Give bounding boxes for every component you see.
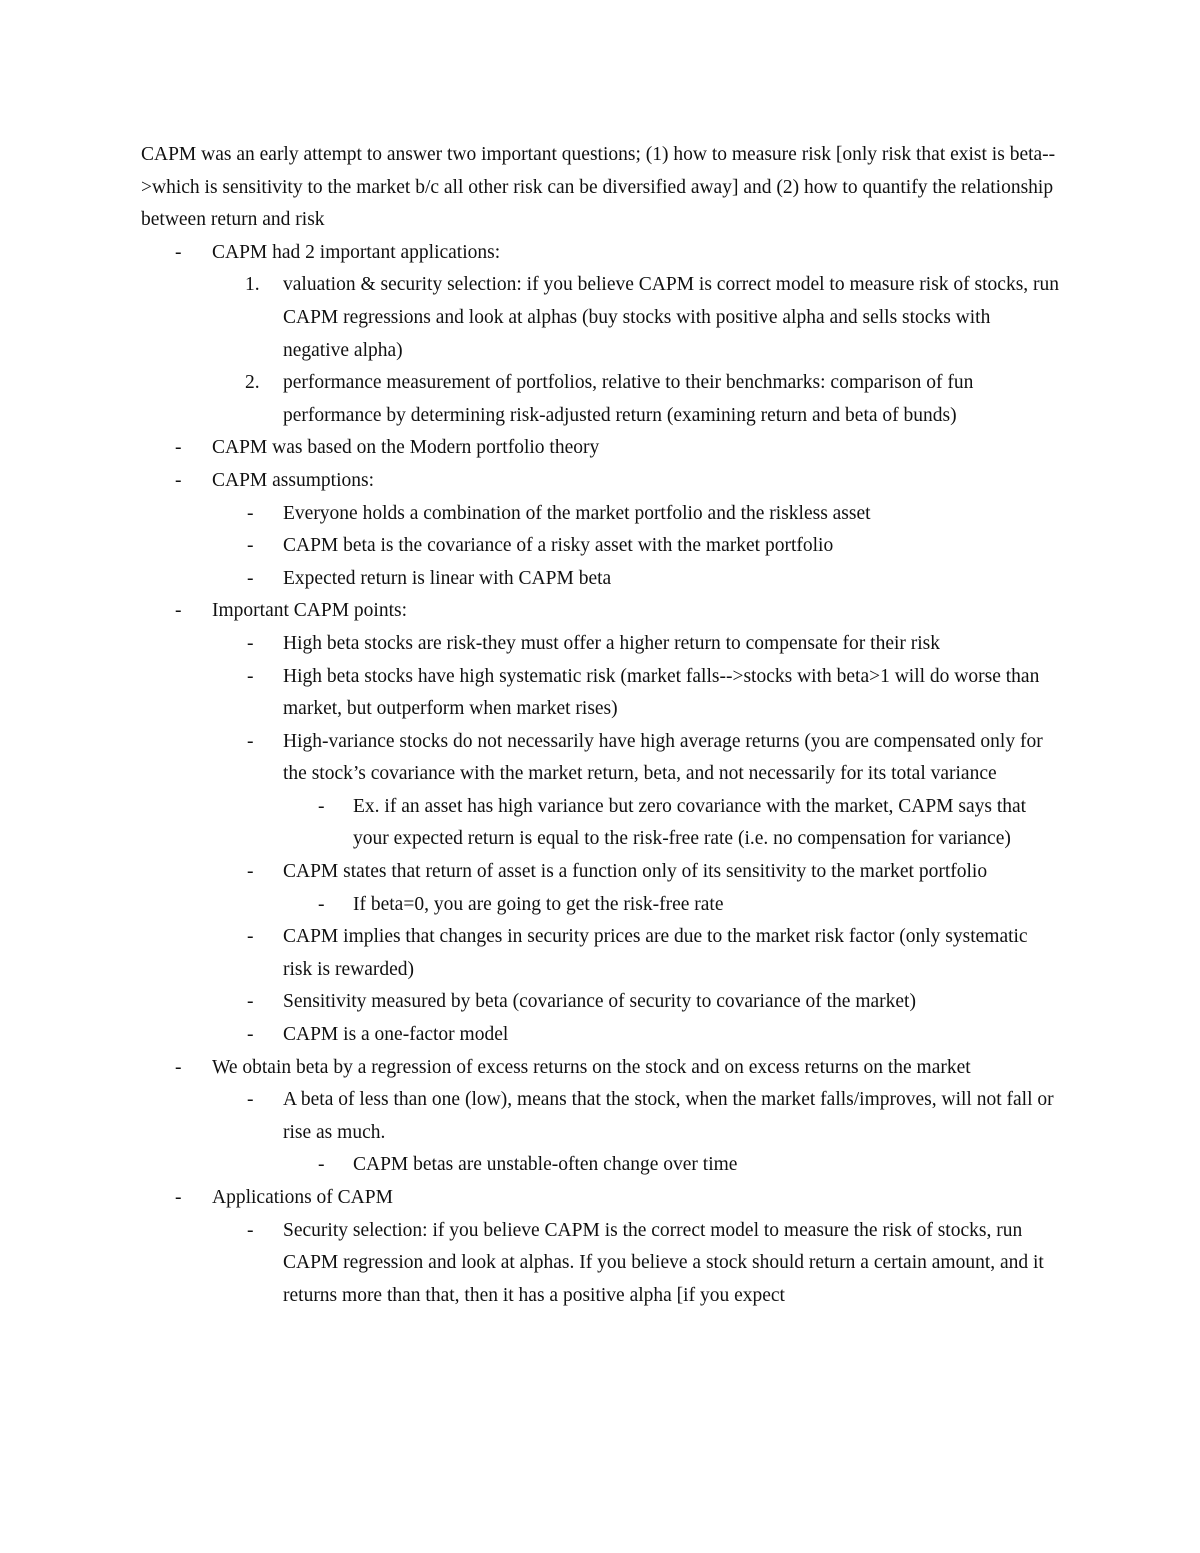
list-item [141, 628, 1061, 661]
bullet-marker: - [247, 567, 254, 589]
bullet-marker: - [247, 535, 254, 557]
list-item [141, 856, 1061, 889]
bullet-marker: - [318, 795, 325, 817]
list-item [141, 1182, 1061, 1215]
list-item-text: We obtain beta by a regression of excess returns on the stock and on excess returns on the market [212, 1056, 971, 1078]
bullet-marker: - [318, 1154, 325, 1176]
list-item [141, 530, 1061, 563]
list-item [141, 563, 1061, 596]
list-item-text: performance measurement of portfolios, relative to their benchmarks: comparison of fun performance by determining risk-adjusted return (examining return and beta of bunds) [283, 372, 974, 426]
bullet-marker: - [175, 469, 182, 491]
list-item-text: CAPM states that return of asset is a function only of its sensitivity to the market portfolio [283, 861, 988, 883]
bullet-marker: - [247, 1089, 254, 1111]
number-marker: 1. [245, 274, 260, 296]
bullet-marker: - [175, 437, 182, 459]
bullet-marker: - [247, 926, 254, 948]
list-item [141, 1052, 1061, 1085]
bullet-marker: - [175, 1056, 182, 1078]
list-item [141, 1215, 1061, 1313]
list-item [141, 1084, 1061, 1149]
bullet-marker: - [247, 730, 254, 752]
list-item-text: A beta of less than one (low), means that the stock, when the market falls/improves, will not fall or rise as much. [283, 1089, 1054, 1143]
list-item [141, 498, 1061, 531]
list-item [141, 1019, 1061, 1052]
list-item [141, 237, 1061, 270]
list-item-text: valuation & security selection: if you believe CAPM is correct model to measure risk of stocks, run CAPM regressions and look at alphas (buy stocks with positive alpha and sells stocks with negative alpha) [283, 274, 1060, 361]
bullet-marker: - [247, 991, 254, 1013]
bullet-marker: - [247, 861, 254, 883]
list-item [141, 595, 1061, 628]
list-item-text: CAPM was based on the Modern portfolio theory [212, 437, 600, 459]
list-item-text: CAPM assumptions: [212, 469, 374, 491]
list-item-text: High-variance stocks do not necessarily have high average returns (you are compensated only for the stock’s covariance with the market return, beta, and not necessarily for its total variance [283, 730, 1043, 785]
list-item-text: Expected return is linear with CAPM beta [283, 567, 612, 589]
bullet-marker: - [247, 1024, 254, 1046]
list-item [141, 726, 1061, 791]
bullet-marker: - [175, 600, 182, 622]
list-item-text: CAPM had 2 important applications: [212, 241, 501, 263]
number-marker: 2. [245, 372, 260, 394]
intro-paragraph: CAPM was an early attempt to answer two important questions; (1) how to measure risk [only risk that exist is beta-->which is sensitivity to the market b/c all other risk can be diversified away] and (2) how to quantify the relationship between return and risk [141, 144, 1056, 231]
bullet-marker: - [175, 241, 182, 263]
list-item-text: Ex. if an asset has high variance but zero covariance with the market, CAPM says that your expected return is equal to the risk-free rate (i.e. no compensation for variance) [353, 795, 1027, 850]
list-item [141, 1149, 1061, 1182]
list-item-text: Security selection: if you believe CAPM is the correct model to measure the risk of stocks, run CAPM regression and look at alphas. If you believe a stock should return a certain amount, and it returns more than that, then it has a positive alpha [if you expect [283, 1219, 1044, 1306]
list-item-text: CAPM is a one-factor model [283, 1024, 509, 1046]
list-item-text: High beta stocks have high systematic risk (market falls-->stocks with beta>1 will do worse than market, but outperform when market rises) [283, 665, 1040, 720]
list-item [141, 986, 1061, 1019]
document-body [141, 139, 1061, 1312]
list-item [141, 465, 1061, 498]
bullet-marker: - [247, 502, 254, 524]
list-item [141, 921, 1061, 986]
bullet-marker: - [247, 1219, 254, 1241]
list-item [141, 269, 1061, 367]
list-item-text: Sensitivity measured by beta (covariance of security to covariance of the market) [283, 991, 916, 1013]
list-item-text: CAPM implies that changes in security prices are due to the market risk factor (only systematic risk is rewarded) [283, 926, 1028, 980]
list-item [141, 889, 1061, 922]
list-item-text: Everyone holds a combination of the market portfolio and the riskless asset [283, 502, 871, 524]
list-item [141, 791, 1061, 856]
bullet-marker: - [247, 632, 254, 654]
list-item-text: CAPM betas are unstable-often change over time [353, 1154, 738, 1176]
list-item-text: Important CAPM points: [212, 600, 408, 622]
list-item [141, 432, 1061, 465]
bullet-marker: - [247, 665, 254, 687]
bullet-marker: - [175, 1187, 182, 1208]
list-item-text: High beta stocks are risk-they must offer a higher return to compensate for their risk [283, 632, 941, 654]
list-item [141, 367, 1061, 432]
list-item-text: Applications of CAPM [212, 1187, 393, 1208]
list-item-text: CAPM beta is the covariance of a risky asset with the market portfolio [283, 535, 834, 557]
list-item-text: If beta=0, you are going to get the risk-free rate [353, 893, 724, 915]
bullet-marker: - [318, 893, 325, 915]
list-item [141, 661, 1061, 726]
